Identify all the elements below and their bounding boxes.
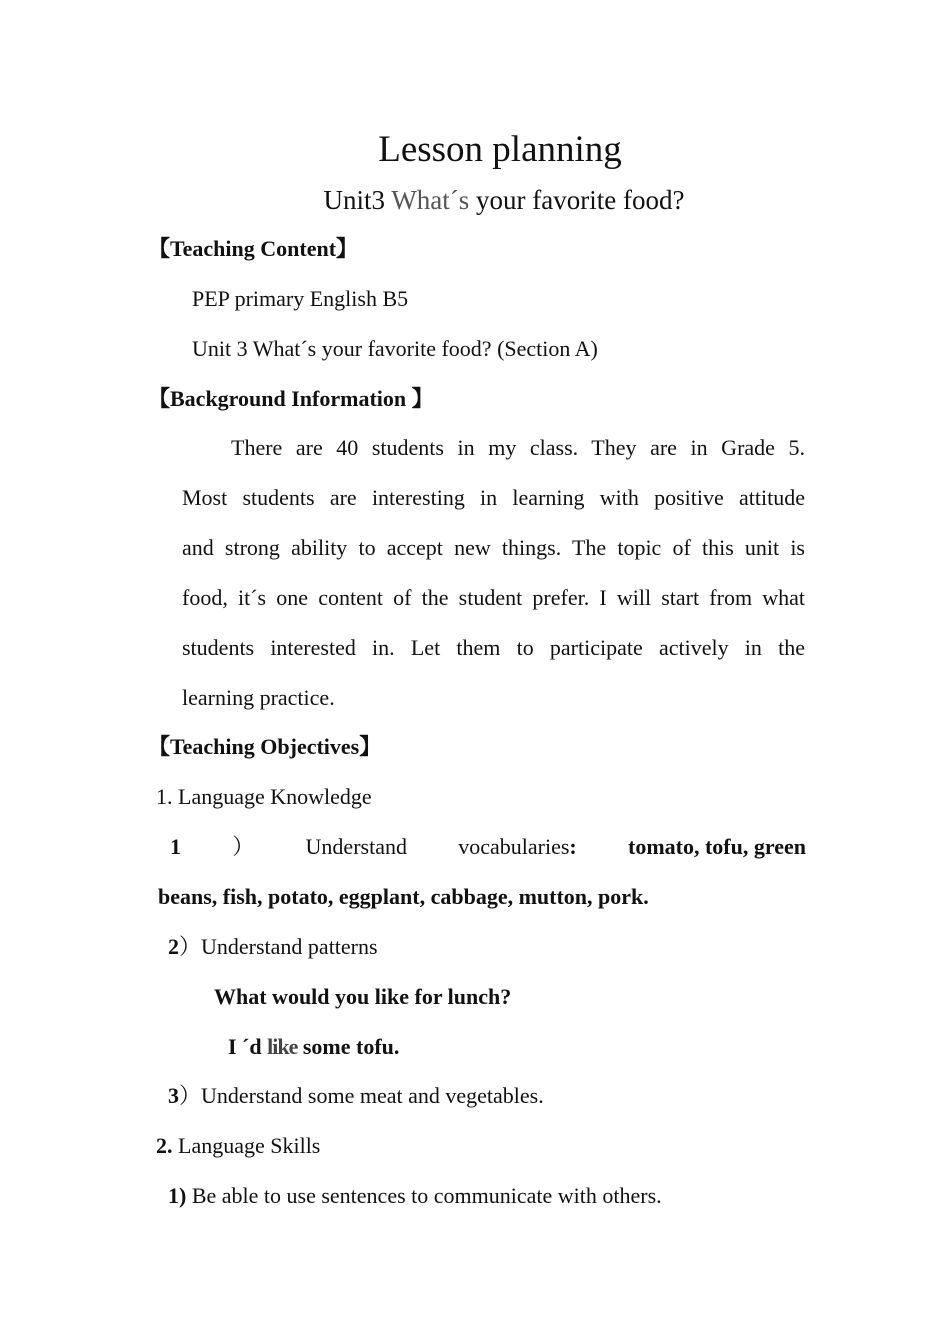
objective-item-1-words-1: tomato, tofu, green: [628, 834, 806, 859]
document-subtitle: [0, 184, 950, 216]
pattern-question: What would you like for lunch?: [214, 984, 512, 1009]
pattern-answer-part-2: like: [267, 1034, 298, 1059]
teaching-content-line-1: PEP primary English B5: [192, 286, 409, 311]
objective-item-1-colon: :: [569, 834, 577, 859]
background-heading: 【Background Information 】: [148, 386, 434, 411]
objective-item-1-words-2: beans, fish, potato, eggplant, cabbage, mutton, pork.: [158, 884, 649, 909]
pattern-answer: [228, 1034, 399, 1060]
subtitle-suffix: your favorite food?: [469, 185, 685, 215]
objective-item-3-paren: ）: [179, 1083, 202, 1108]
objective-item-2-paren: ）: [179, 934, 202, 959]
objective-item-3: [168, 1083, 544, 1109]
pattern-answer-part-1: I ´d: [228, 1034, 262, 1059]
background-line-6: learning practice.: [182, 685, 335, 710]
pattern-answer-part-3: some tofu.: [302, 1034, 400, 1059]
objective-item-1-number: 1: [170, 834, 181, 859]
language-skills-number: 2.: [156, 1133, 173, 1158]
objective-item-2-number: 2: [168, 934, 179, 959]
objectives-heading: 【Teaching Objectives】: [148, 734, 382, 759]
objective-item-3-number: 3: [168, 1083, 179, 1108]
language-skills-text: Language Skills: [172, 1133, 321, 1158]
objective-item-3-text: Understand some meat and vegetables.: [201, 1083, 544, 1108]
teaching-content-heading: 【Teaching Content】: [148, 236, 359, 261]
subtitle-prefix: Unit3: [323, 185, 392, 215]
subtitle-grey-part: What´s: [391, 185, 470, 215]
objective-item-1-label: Understand: [305, 834, 407, 859]
objective-item-2-text: Understand patterns: [201, 934, 378, 959]
background-line-4: food, it´s one content of the student prefer. I will start from what: [182, 585, 805, 610]
objective-item-1-paren: ）: [232, 834, 255, 859]
skill-item-1-number: 1): [168, 1183, 187, 1208]
objective-item-1-line-1: [170, 834, 806, 860]
skill-item-1-text: Be able to use sentences to communicate with others.: [186, 1183, 662, 1208]
objective-item-1-label-2-text: vocabularies: [458, 834, 570, 859]
teaching-content-line-2: Unit 3 What´s your favorite food? (Section A): [192, 336, 598, 361]
objective-item-2: [168, 934, 378, 960]
background-line-3: and strong ability to accept new things. The topic of this unit is: [182, 535, 805, 560]
document-title: Lesson planning: [378, 129, 622, 170]
background-line-1: There are 40 students in my class. They are in Grade 5.: [231, 435, 805, 460]
language-knowledge-title: 1. Language Knowledge: [156, 784, 372, 809]
background-line-2: Most students are interesting in learning with positive attitude: [182, 485, 805, 510]
skill-item-1: [168, 1183, 662, 1209]
objective-item-1-label-2: [458, 834, 577, 860]
background-line-5: students interested in. Let them to participate actively in the: [182, 635, 805, 660]
language-skills-title: [156, 1133, 320, 1159]
